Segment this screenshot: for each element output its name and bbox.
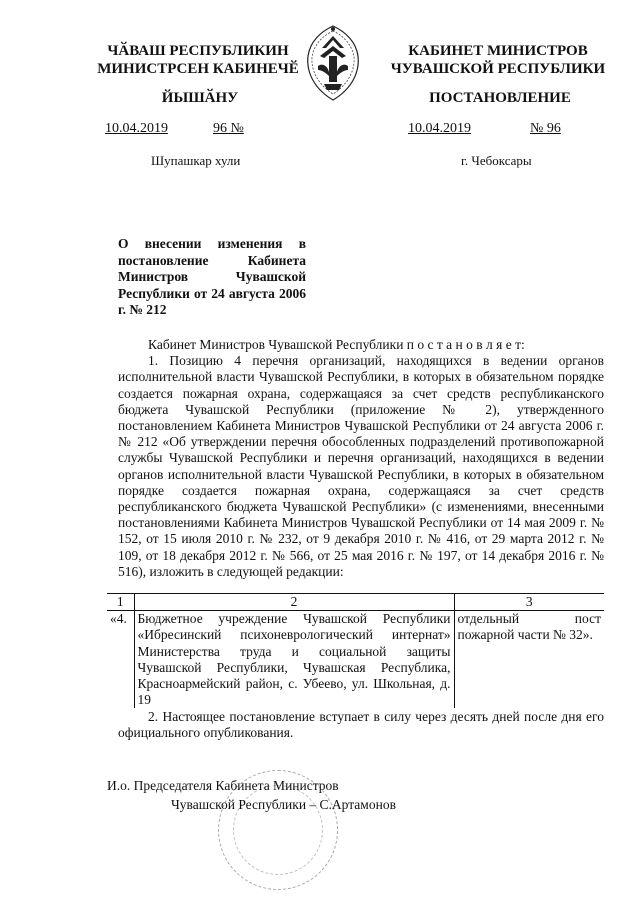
organization-table xyxy=(107,593,604,708)
left-date: 10.04.2019 xyxy=(105,121,168,136)
table-header-cell: 2 xyxy=(134,594,454,611)
header-left-line2: МИНИСТРСЕН КАБИНЕЧӖ xyxy=(97,61,299,77)
right-date: 10.04.2019 xyxy=(408,121,471,136)
left-dateline xyxy=(95,121,305,137)
left-place: Шупашкар хули xyxy=(151,153,241,168)
table-header-row xyxy=(107,594,604,611)
right-dateline xyxy=(388,121,608,137)
document-body-end xyxy=(118,709,604,741)
table-cell-number: «4. xyxy=(110,611,127,627)
table-cell-organization: Бюджетное учреждение Чувашской Республики «Ибресинский психоневрологический интернат» Министерства труда и социальной защиты Чувашской Республики, Чувашская Республика, Красноармейский район, с. Убеево, ул. Школьная, д. 19 xyxy=(134,611,454,709)
header-right-line1: КАБИНЕТ МИНИСТРОВ xyxy=(408,43,588,59)
paragraph-1: 1. Позицию 4 перечня организаций, находящихся в ведении органов исполнительной власти Чувашской Республики, в которых в обязательном порядке создается пожарная охрана, содержащаяся за счет средств республиканского бюджета Чувашской Республики (приложение № 2), утвержденного постановлением Кабинета Министров Чувашской Республики от 24 августа 2006 г. № 212 «Об утверждении перечня обособленных подразделений противопожарной службы Чувашской Республики и перечня организаций, находящихся в ведении органов исполнительной власти Чувашской Республики, в которых в обязательном порядке создается пожарная охрана, содержащаяся за счет средств республиканского бюджета Чувашской Республики» (с изменениями, внесенными постановлениями Кабинета Министров Чувашской Республики от 14 мая 2009 г. № 152, от 15 июля 2010 г. № 232, от 9 декабря 2010 г. № 416, от 29 марта 2012 г. № 109, от 18 декабря 2012 г. № 566, от 25 мая 2016 г. № 197, от 14 декабря 2016 г. № 516), изложить в следующей редакции: xyxy=(118,353,604,579)
emblem-graphic xyxy=(298,22,368,104)
header-left xyxy=(88,42,308,78)
right-number: № 96 xyxy=(530,121,561,136)
table-cell-unit: отдельный пост пожарной части № 32». xyxy=(454,611,604,709)
preamble: Кабинет Министров Чувашской Республики п о с т а н о в л я е т: xyxy=(148,337,525,352)
header-right-line2: ЧУВАШСКОЙ РЕСПУБЛИКИ xyxy=(390,61,606,77)
left-number: 96 № xyxy=(213,121,244,136)
document-title: О внесении изменения в постановление Кабинета Министров Чувашской Республики от 24 августа 2006 г. № 212 xyxy=(118,236,306,317)
coat-of-arms-icon xyxy=(298,22,368,104)
table-row xyxy=(107,611,604,709)
left-doc-type: ЙЫШӐНУ xyxy=(161,90,239,106)
document-body xyxy=(118,337,604,580)
paragraph-2: 2. Настоящее постановление вступает в силу через десять дней после дня его официального опубликования. xyxy=(118,709,604,741)
right-doc-type: ПОСТАНОВЛЕНИЕ xyxy=(429,90,571,106)
header-left-line1: ЧӐВАШ РЕСПУБЛИКИН xyxy=(107,43,289,59)
signature-line2: Чувашской Республики – С.Артамонов xyxy=(171,797,396,812)
table-header-cell: 3 xyxy=(454,594,604,611)
signature-line1: И.о. Председателя Кабинета Министров xyxy=(107,778,339,793)
table-header-cell: 1 xyxy=(107,594,134,611)
right-place: г. Чебоксары xyxy=(461,153,532,168)
header-right xyxy=(390,42,606,78)
